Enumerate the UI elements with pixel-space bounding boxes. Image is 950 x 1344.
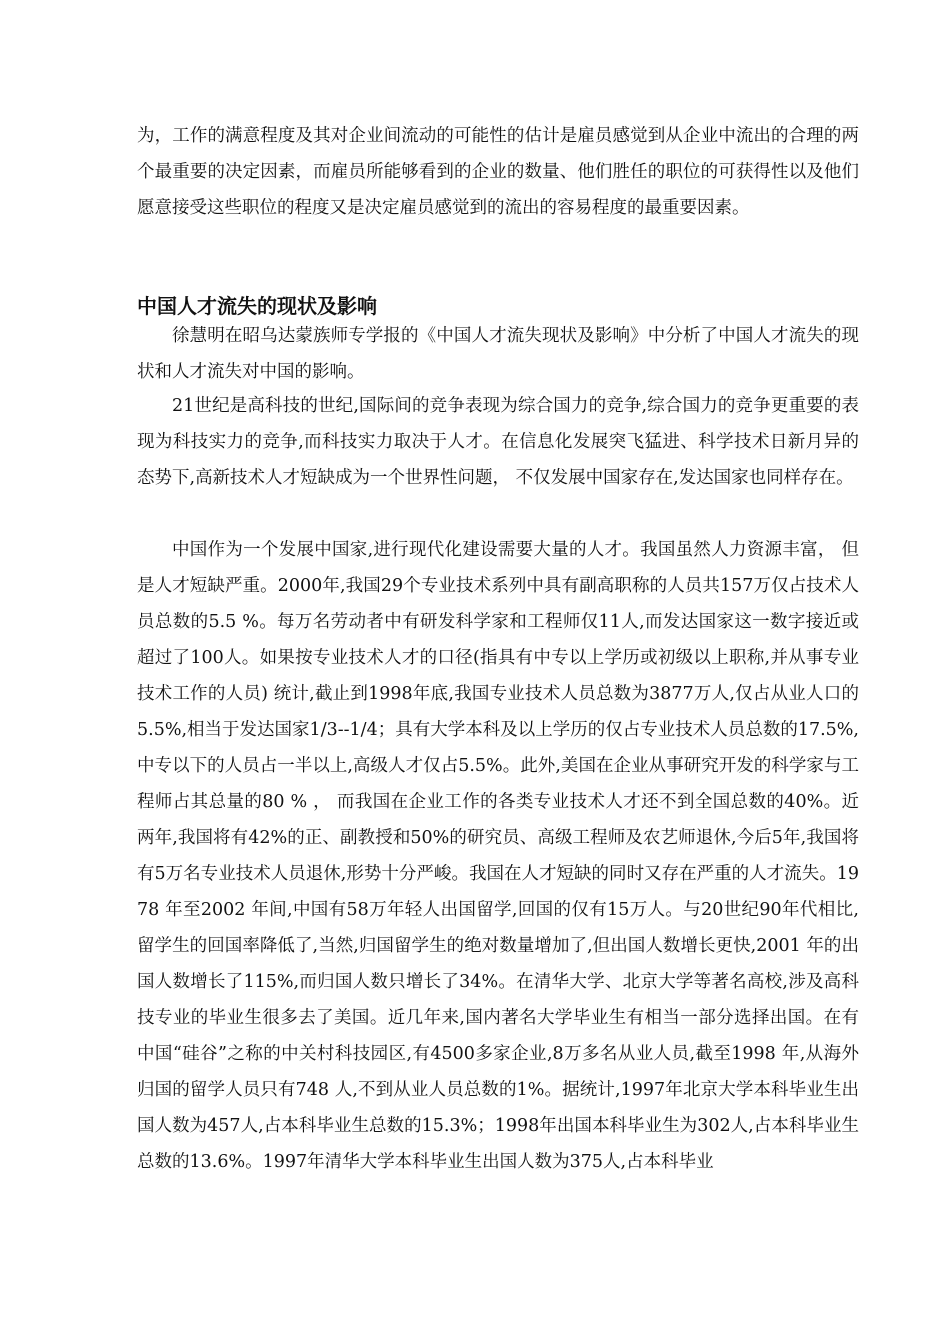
body-paragraph: 徐慧明在昭乌达蒙族师专学报的《中国人才流失现状及影响》中分析了中国人才流失的现状和人才流失对中国的影响。 bbox=[137, 326, 859, 382]
body-paragraph-continued: 为，工作的满意程度及其对企业间流动的可能性的估计是雇员感觉到从企业中流出的合理的两个最重要的决定因素，而雇员所能够看到的企业的数量、他们胜任的职位的可获得性以及他们愿意接受这些职位的程度又是决定雇员感觉到的流出的容易程度的最重要因素。 bbox=[137, 126, 859, 218]
body-paragraph: 21世纪是高科技的世纪,国际间的竞争表现为综合国力的竞争,综合国力的竞争更重要的表现为科技实力的竞争,而科技实力取决于人才。在信息化发展突飞猛进、科学技术日新月异的态势下,高新技术人才短缺成为一个世界性问题， 不仅发展中国家存在,发达国家也同样存在。 bbox=[137, 396, 859, 488]
section-heading: 中国人才流失的现状及影响 bbox=[137, 294, 377, 318]
body-paragraph: 中国作为一个发展中国家,进行现代化建设需要大量的人才。我国虽然人力资源丰富， 但是人才短缺严重。2000年,我国29个专业技术系列中具有副高职称的人员共157万仅占技术人员总数的5.5 %。每万名劳动者中有研发科学家和工程师仅11人,而发达国家这一数字接近或超过了100人。如果按专业技术人才的口径(指具有中专以上学历或初级以上职称,并从事专业技术工作的人员) 统计,截止到1998年底,我国专业技术人员总数为3877万人,仅占从业人口的5.5%,相当于发达国家1/3--1/4；具有大学本科及以上学历的仅占专业技术人员总数的17.5%,中专以下的人员占一半以上,高级人才仅占5.5%。此外,美国在企业从事研究开发的科学家与工程师占其总量的80 % ， 而我国在企业工作的各类专业技术人才还不到全国总数的40%。近两年,我国将有42%的正、副教授和50%的研究员、高级工程师及农艺师退休,今后5年,我国将有5万名专业技术人员退休,形势十分严峻。我国在人才短缺的同时又存在严重的人才流失。1978 年至2002 年间,中国有58万年轻人出国留学,回国的仅有15万人。与20世纪90年代相比,留学生的回国率降低了,当然,归国留学生的绝对数量增加了,但出国人数增长更快,2001 年的出国人数增长了115%,而归国人数只增长了34%。在清华大学、北京大学等著名高校,涉及高科技专业的毕业生很多去了美国。近几年来,国内著名大学毕业生有相当一部分选择出国。在有中国“硅谷”之称的中关村科技园区,有4500多家企业,8万多名从业人员,截至1998 年,从海外归国的留学人员只有748 人,不到从业人员总数的1%。据统计,1997年北京大学本科毕业生出国人数为457人,占本科毕业生总数的15.3%；1998年出国本科毕业生为302人,占本科毕业生总数的13.6%。1997年清华大学本科毕业生出国人数为375人,占本科毕业 bbox=[137, 540, 859, 1172]
